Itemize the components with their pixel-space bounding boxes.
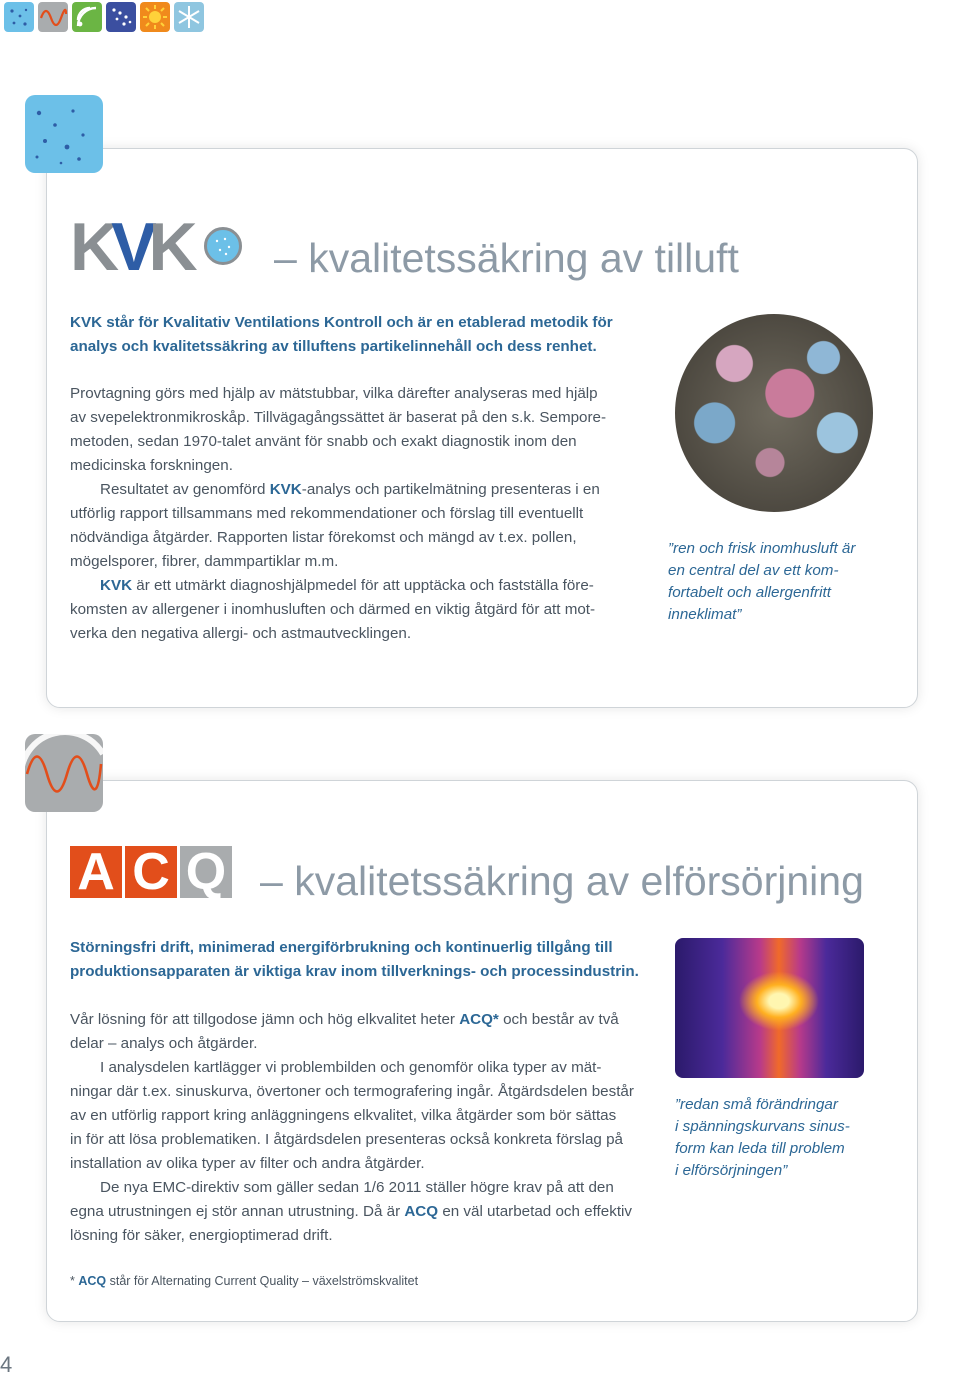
acq-para1-line1: Vår lösning för att tillgodose jämn och hög elkvalitet heter ACQ* och består av två xyxy=(70,1011,619,1028)
kvk-para2-line2: utförlig rapport tillsammans med rekommendationer och förslag till eventuellt xyxy=(70,505,584,522)
acq-heading: – kvalitetssäkring av elförsörjning xyxy=(260,858,864,904)
acq-quote-line: ”redan små förändringar xyxy=(675,1096,838,1113)
thermography-image xyxy=(675,938,864,1078)
acq-logo-q: Q xyxy=(180,846,232,898)
acq-para3-line2: egna utrustningen ej stör annan utrustning. Då är ACQ en väl utarbetad och effektiv xyxy=(70,1203,633,1220)
acq-para2-line4: in för att lösa problematiken. I åtgärdsdelen presenteras också konkreta förslag på xyxy=(70,1131,623,1148)
kvk-lead-line1: KVK står för Kvalitativ Ventilations Kontroll och är en etablerad metodik för xyxy=(70,314,613,331)
kvk-para3-line2: komsten av allergener i inomhusluften och därmed en viktig åtgärd för att mot- xyxy=(70,601,596,618)
sine-wave-icon xyxy=(38,2,68,32)
acq-para2-line5: installation av olika typer av filter och andra åtgärder. xyxy=(70,1155,425,1172)
page-number: 4 xyxy=(0,1352,13,1377)
signal-waves-icon xyxy=(72,2,102,32)
particles-icon xyxy=(4,2,34,32)
kvk-logo-k2: K xyxy=(148,209,190,285)
kvk-para1-line3: metoden, sedan 1970-talet använt för snabb och exakt diagnostik inom den xyxy=(70,433,577,450)
kvk-logo-dot-icon xyxy=(204,227,242,265)
kvk-para2-line3: nödvändiga åtgärder. Rapporten listar förekomst och mängd av t.ex. pollen, xyxy=(70,529,577,546)
acq-lead-line1: Störningsfri drift, minimerad energiförbrukning och kontinuerlig tillgång till xyxy=(70,939,613,956)
sun-icon xyxy=(140,2,170,32)
kvk-heading: – kvalitetssäkring av tilluft xyxy=(274,235,739,281)
acq-para2-line3: av en utförlig rapport kring anläggningens elkvalitet, vilka åtgärder som bör sättas xyxy=(70,1107,617,1124)
particles-tab-icon xyxy=(25,95,103,173)
kvk-lead xyxy=(70,311,613,359)
pollen-microscope-image xyxy=(675,314,873,512)
acq-footnote: * ACQ står för Alternating Current Quality – växelströmskvalitet xyxy=(70,1274,419,1288)
kvk-para2-line4: mögelsporer, fibrer, dammpartiklar m.m. xyxy=(70,553,339,570)
kvk-para3-line1: KVK är ett utmärkt diagnoshjälpmedel för att upptäcka och fastställa före- xyxy=(100,577,594,594)
acq-para1-line2: delar – analys och åtgärder. xyxy=(70,1035,258,1052)
acq-para3-line3: lösning för säker, energioptimerad drift. xyxy=(70,1227,333,1244)
spray-dots-icon xyxy=(106,2,136,32)
kvk-para1-line1: Provtagning görs med hjälp av mätstubbar, vilka därefter analyseras med hjälp xyxy=(70,385,598,402)
acq-para2-line1: I analysdelen kartlägger vi problembilden och genomför olika typer av mät- xyxy=(100,1059,602,1076)
top-icon-strip xyxy=(4,2,204,32)
acq-quote-line: i spänningskurvans sinus- xyxy=(675,1118,850,1135)
kvk-logo-k1: K xyxy=(70,209,112,285)
kvk-logo xyxy=(70,209,245,285)
kvk-quote-line: fortabelt och allergenfritt xyxy=(668,584,831,601)
acq-quote-line: form kan leda till problem xyxy=(675,1140,845,1157)
acq-lead-line2: produktionsapparaten är viktiga krav inom tillverknings- och processindustrin. xyxy=(70,963,639,980)
acq-para2-line2: ningar där t.ex. sinuskurva, övertoner och termografering ingår. Åtgärdsdelen består xyxy=(70,1083,634,1100)
kvk-quote xyxy=(668,538,855,626)
kvk-para1-line2: av svepelektronmikroskåp. Tillvägagångssättet är baserat på den s.k. Sempore- xyxy=(70,409,607,426)
kvk-para1-line4: medicinska forskningen. xyxy=(70,457,233,474)
acq-quote xyxy=(675,1094,850,1182)
kvk-lead-line2: analys och kvalitetssäkring av tilluftens partikelinnehåll och dess renhet. xyxy=(70,338,597,355)
acq-logo xyxy=(70,843,232,901)
kvk-quote-line: en central del av ett kom- xyxy=(668,562,839,579)
kvk-quote-line: inneklimat” xyxy=(668,606,742,623)
kvk-para3-line3: verka den negativa allergi- och astmautvecklingen. xyxy=(70,625,412,642)
kvk-body xyxy=(70,382,630,646)
acq-logo-c: C xyxy=(125,846,177,898)
acq-body xyxy=(70,1008,650,1248)
snowflake-icon xyxy=(174,2,204,32)
kvk-para2-line1: Resultatet av genomförd KVK-analys och partikelmätning presenteras i en xyxy=(100,481,600,498)
acq-logo-a: A xyxy=(70,846,122,898)
kvk-logo-v: V xyxy=(111,209,149,285)
acq-para3-line1: De nya EMC-direktiv som gäller sedan 1/6 2011 ställer högre krav på att den xyxy=(100,1179,614,1196)
acq-quote-line: i elförsörjningen” xyxy=(675,1162,788,1179)
kvk-quote-line: ”ren och frisk inomhusluft är xyxy=(668,540,856,557)
sine-wave-tab-icon xyxy=(25,734,103,812)
acq-lead xyxy=(70,936,639,984)
